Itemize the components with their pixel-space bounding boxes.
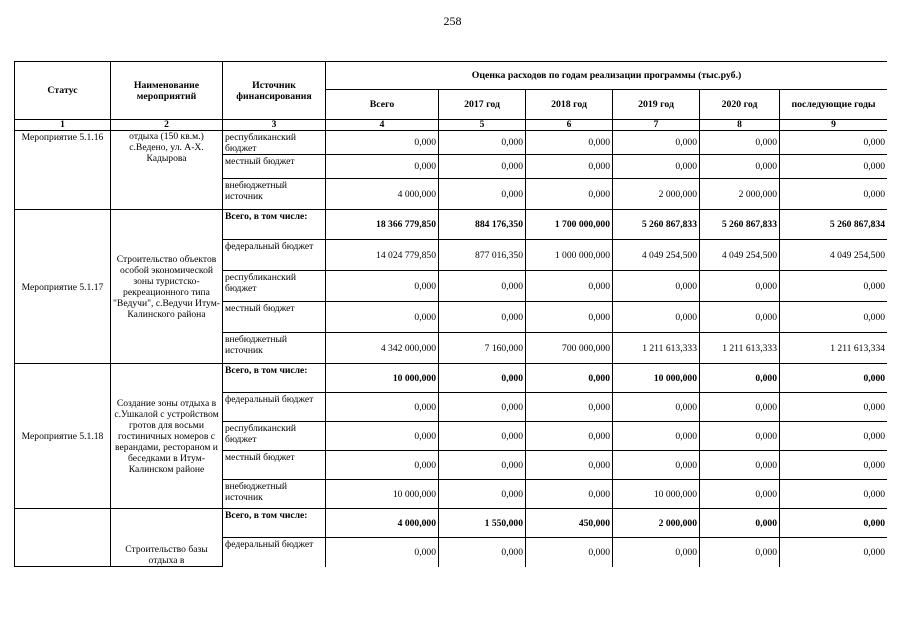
activity-status: Мероприятие 5.1.17 <box>15 210 111 364</box>
value-2017: 0,000 <box>439 393 526 422</box>
header-2017: 2017 год <box>439 90 526 120</box>
value-2020: 0,000 <box>700 364 780 393</box>
value-later: 0,000 <box>780 538 888 567</box>
header-name: Наименование мероприятий <box>111 62 223 120</box>
value-total: 0,000 <box>326 538 439 567</box>
table-row <box>15 509 888 538</box>
column-number: 2 <box>111 120 223 131</box>
value-later: 0,000 <box>780 179 888 210</box>
funding-source: республиканский бюджет <box>223 422 326 451</box>
activity-name: отдыха (150 кв.м.) с.Ведено, ул. А-Х. Кадырова <box>111 131 223 210</box>
value-2017: 0,000 <box>439 422 526 451</box>
funding-source: федеральный бюджет <box>223 240 326 271</box>
value-total: 0,000 <box>326 155 439 179</box>
funding-source: Всего, в том числе: <box>223 210 326 240</box>
column-number: 1 <box>15 120 111 131</box>
budget-table-container <box>14 61 887 640</box>
value-total: 0,000 <box>326 131 439 155</box>
column-number: 8 <box>700 120 780 131</box>
value-2017: 0,000 <box>439 451 526 480</box>
value-2018: 1 700 000,000 <box>526 210 613 240</box>
value-2018: 0,000 <box>526 302 613 333</box>
value-2017: 0,000 <box>439 538 526 567</box>
value-2017: 0,000 <box>439 271 526 302</box>
page-number: 258 <box>443 14 462 28</box>
column-number: 4 <box>326 120 439 131</box>
value-2019: 10 000,000 <box>613 480 700 509</box>
value-2020: 2 000,000 <box>700 179 780 210</box>
value-2020: 0,000 <box>700 155 780 179</box>
value-total: 10 000,000 <box>326 364 439 393</box>
value-total: 0,000 <box>326 393 439 422</box>
header-status: Статус <box>15 62 111 120</box>
value-later: 4 049 254,500 <box>780 240 888 271</box>
value-2018: 0,000 <box>526 131 613 155</box>
value-2019: 0,000 <box>613 131 700 155</box>
header-2018: 2018 год <box>526 90 613 120</box>
value-2017: 884 176,350 <box>439 210 526 240</box>
funding-source: федеральный бюджет <box>223 393 326 422</box>
value-2017: 0,000 <box>439 131 526 155</box>
value-total: 10 000,000 <box>326 480 439 509</box>
value-2018: 700 000,000 <box>526 333 613 364</box>
column-number: 9 <box>780 120 888 131</box>
funding-source: республиканский бюджет <box>223 271 326 302</box>
value-later: 0,000 <box>780 393 888 422</box>
value-total: 14 024 779,850 <box>326 240 439 271</box>
value-2017: 0,000 <box>439 364 526 393</box>
value-2017: 7 160,000 <box>439 333 526 364</box>
value-2019: 2 000,000 <box>613 179 700 210</box>
column-number: 5 <box>439 120 526 131</box>
value-later: 5 260 867,834 <box>780 210 888 240</box>
value-later: 0,000 <box>780 131 888 155</box>
value-later: 0,000 <box>780 155 888 179</box>
value-later: 0,000 <box>780 271 888 302</box>
value-2017: 0,000 <box>439 179 526 210</box>
value-2018: 0,000 <box>526 179 613 210</box>
value-2019: 0,000 <box>613 302 700 333</box>
value-2017: 0,000 <box>439 155 526 179</box>
value-2019: 10 000,000 <box>613 364 700 393</box>
value-2020: 0,000 <box>700 393 780 422</box>
value-total: 0,000 <box>326 271 439 302</box>
value-total: 0,000 <box>326 451 439 480</box>
value-later: 0,000 <box>780 509 888 538</box>
activity-status <box>15 509 111 567</box>
value-total: 0,000 <box>326 302 439 333</box>
funding-source: внебюджетный источник <box>223 179 326 210</box>
value-2020: 0,000 <box>700 480 780 509</box>
funding-source: внебюджетный источник <box>223 333 326 364</box>
value-2020: 0,000 <box>700 131 780 155</box>
column-number: 3 <box>223 120 326 131</box>
value-2019: 1 211 613,333 <box>613 333 700 364</box>
value-2019: 0,000 <box>613 451 700 480</box>
funding-source: местный бюджет <box>223 155 326 179</box>
value-2019: 4 049 254,500 <box>613 240 700 271</box>
value-2018: 0,000 <box>526 422 613 451</box>
value-total: 4 000,000 <box>326 179 439 210</box>
value-2020: 1 211 613,333 <box>700 333 780 364</box>
value-2020: 4 049 254,500 <box>700 240 780 271</box>
header-2019: 2019 год <box>613 90 700 120</box>
value-2020: 0,000 <box>700 271 780 302</box>
value-2018: 1 000 000,000 <box>526 240 613 271</box>
value-total: 4 000,000 <box>326 509 439 538</box>
value-later: 0,000 <box>780 451 888 480</box>
value-2019: 0,000 <box>613 271 700 302</box>
value-2020: 0,000 <box>700 302 780 333</box>
activity-name: Строительство базы отдыха в <box>111 509 223 567</box>
value-2019: 0,000 <box>613 422 700 451</box>
funding-source: местный бюджет <box>223 302 326 333</box>
header-later: последующие годы <box>780 90 888 120</box>
header-total: Всего <box>326 90 439 120</box>
value-2020: 0,000 <box>700 451 780 480</box>
value-later: 0,000 <box>780 364 888 393</box>
value-2020: 0,000 <box>700 422 780 451</box>
value-2019: 2 000,000 <box>613 509 700 538</box>
value-2018: 0,000 <box>526 155 613 179</box>
value-2018: 0,000 <box>526 480 613 509</box>
funding-source: Всего, в том числе: <box>223 364 326 393</box>
table-row <box>15 210 888 240</box>
value-2018: 450,000 <box>526 509 613 538</box>
table-row <box>15 131 888 155</box>
value-total: 18 366 779,850 <box>326 210 439 240</box>
funding-source: федеральный бюджет <box>223 538 326 567</box>
value-2018: 0,000 <box>526 364 613 393</box>
value-later: 0,000 <box>780 302 888 333</box>
header-2020: 2020 год <box>700 90 780 120</box>
table-row <box>15 364 888 393</box>
value-2017: 0,000 <box>439 480 526 509</box>
funding-source: местный бюджет <box>223 451 326 480</box>
activity-name: Создание зоны отдыха в с.Ушкалой с устройством гротов для восьми гостиничных номеров с верандами, рестораном и беседками в Итум-Калинском районе <box>111 364 223 509</box>
value-2018: 0,000 <box>526 393 613 422</box>
value-2019: 5 260 867,833 <box>613 210 700 240</box>
activity-status: Мероприятие 5.1.16 <box>15 131 111 210</box>
header-source: Источник финансирования <box>223 62 326 120</box>
value-2018: 0,000 <box>526 538 613 567</box>
value-total: 0,000 <box>326 422 439 451</box>
activity-status: Мероприятие 5.1.18 <box>15 364 111 509</box>
value-2019: 0,000 <box>613 155 700 179</box>
budget-table <box>14 61 887 567</box>
value-2018: 0,000 <box>526 451 613 480</box>
value-2019: 0,000 <box>613 538 700 567</box>
value-2018: 0,000 <box>526 271 613 302</box>
value-2017: 877 016,350 <box>439 240 526 271</box>
value-2020: 0,000 <box>700 538 780 567</box>
header-estimate: Оценка расходов по годам реализации программы (тыс.руб.) <box>326 62 888 90</box>
activity-name: Строительство объектов особой экономической зоны туристско-рекреационного типа "Ведучи", с.Ведучи Итум-Калинского района <box>111 210 223 364</box>
funding-source: республиканский бюджет <box>223 131 326 155</box>
value-2017: 1 550,000 <box>439 509 526 538</box>
value-later: 0,000 <box>780 422 888 451</box>
funding-source: внебюджетный источник <box>223 480 326 509</box>
value-later: 1 211 613,334 <box>780 333 888 364</box>
column-number: 7 <box>613 120 700 131</box>
value-2017: 0,000 <box>439 302 526 333</box>
value-2020: 5 260 867,833 <box>700 210 780 240</box>
value-later: 0,000 <box>780 480 888 509</box>
column-number: 6 <box>526 120 613 131</box>
value-2020: 0,000 <box>700 509 780 538</box>
value-total: 4 342 000,000 <box>326 333 439 364</box>
value-2019: 0,000 <box>613 393 700 422</box>
funding-source: Всего, в том числе: <box>223 509 326 538</box>
